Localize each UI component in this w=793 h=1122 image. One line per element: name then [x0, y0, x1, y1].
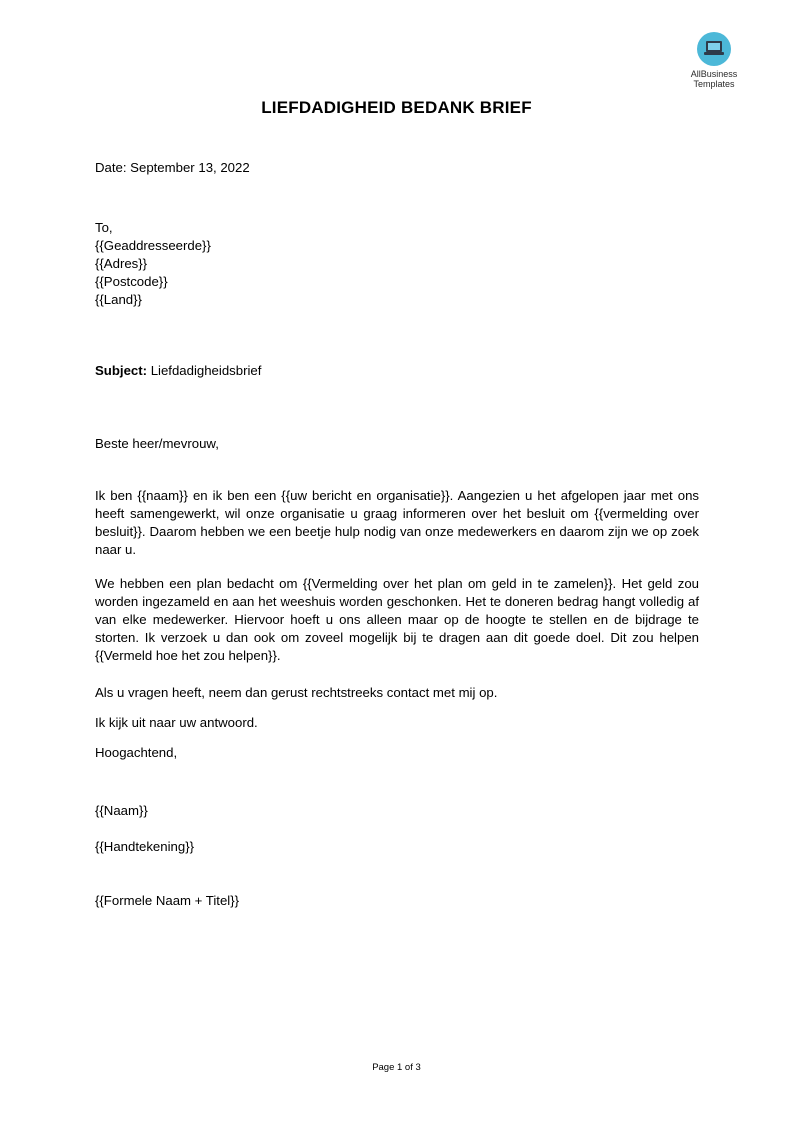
signature-formal-name: {{Formele Naam + Titel}} — [95, 893, 240, 908]
body-paragraph-4: Ik kijk uit naar uw antwoord. — [95, 715, 258, 730]
salutation: Beste heer/mevrouw, — [95, 436, 219, 451]
laptop-icon — [697, 32, 731, 66]
body-paragraph-3: Als u vragen heeft, neem dan gerust rechtstreeks contact met mij op. — [95, 685, 498, 700]
subject-label: Subject: — [95, 363, 148, 378]
signature-name: {{Naam}} — [95, 803, 148, 818]
logo-text — [686, 69, 742, 89]
page-number: Page 1 of 3 — [372, 1062, 421, 1073]
logo-line-1: AllBusiness — [690, 69, 738, 79]
body-paragraph-1: Ik ben {{naam}} en ik ben een {{uw bericht en organisatie}}. Aangezien u het afgelopen jaar met ons heeft samengewerkt, wil onze organisatie u graag informeren over het besluit om {{vermelding over besluit}}. Daarom hebben we een beetje hulp nodig van onze medewerkers en daarom zijn we op zoek naar u. — [95, 488, 699, 557]
address-line-country: {{Land}} — [95, 292, 142, 307]
letter-title: LIEFDADIGHEID BEDANK BRIEF — [261, 98, 532, 117]
logo-line-2: Templates — [693, 79, 735, 89]
address-line-recipient: {{Geaddresseerde}} — [95, 238, 211, 253]
address-line-street: {{Adres}} — [95, 256, 148, 271]
signature-handwritten: {{Handtekening}} — [95, 839, 195, 854]
letter-date: Date: September 13, 2022 — [95, 160, 250, 175]
address-line-to: To, — [95, 220, 113, 235]
address-line-postcode: {{Postcode}} — [95, 274, 168, 289]
body-paragraph-2: We hebben een plan bedacht om {{Vermelding over het plan om geld in te zamelen}}. Het geld zou worden ingezameld en aan het weeshuis worden geschonken. Het te doneren bedrag hangt volledig af van elke medewerker. Hiervoor hoeft u ons alleen maar op de hoogte te stellen en de bijdrage te storten. Ik verzoek u dan ook om zoveel mogelijk bij te dragen aan dit goede doel. Dit zou helpen {{Vermeld hoe het zou helpen}}. — [95, 576, 699, 663]
subject-line — [95, 362, 261, 380]
allbusiness-templates-logo — [686, 32, 742, 89]
subject-value: Liefdadigheidsbrief — [147, 363, 262, 378]
recipient-address — [95, 219, 211, 309]
closing: Hoogachtend, — [95, 745, 178, 760]
